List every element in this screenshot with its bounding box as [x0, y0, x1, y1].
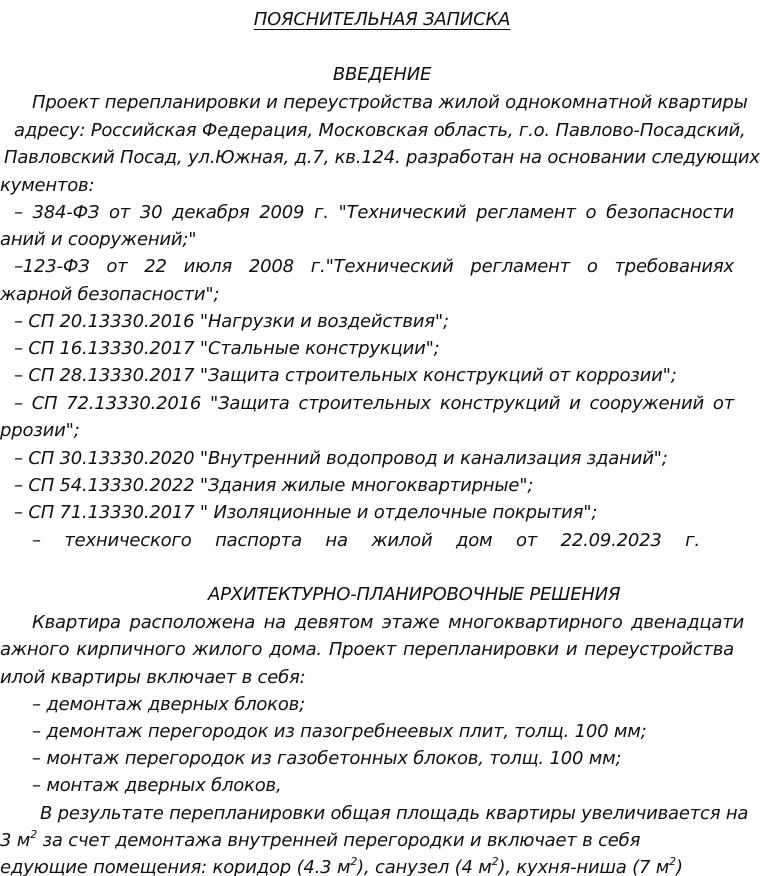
room-corridor-area: (4.3 — [296, 857, 332, 876]
architecture-heading: АРХИТЕКТУРНО-ПЛАНИРОВОЧНЫЕ РЕШЕНИЯ — [208, 584, 621, 605]
architecture-line: ажного кирпичного жилого дома. Проект перепланировки и переустройства — [0, 639, 734, 660]
room-corridor-name: коридор — [212, 857, 292, 876]
architecture-line: – демонтаж дверных блоков; — [32, 694, 305, 715]
area-exponent: 2 — [30, 828, 37, 841]
room-close: ) — [675, 857, 683, 876]
intro-line: – 384-ФЗ от 30 декабря 2009 г. "Технический регламент о безопасности — [14, 202, 734, 223]
room-close: ) — [498, 857, 506, 876]
area-increase-line — [0, 830, 640, 852]
intro-line: аний и сооружений;" — [0, 229, 197, 250]
intro-line: – СП 72.13330.2016 "Защита строительных конструкций и сооружений от — [14, 393, 734, 414]
intro-line: – СП 54.13330.2022 "Здания жилые многоквартирные"; — [14, 475, 534, 496]
intro-line: Павловский Посад, ул.Южная, д.7, кв.124. разработан на основании следующих — [4, 147, 760, 168]
architecture-line: – монтаж перегородок из газобетонных блоков, толщ. 100 мм; — [32, 748, 622, 769]
rooms-line: едующие помещения: коридор (4.3 $м^2$), санузел (4 $м^2$), кухня-ниша (7 $м^2$) — [0, 855, 683, 876]
room-exponent: 2 — [669, 855, 676, 868]
architecture-line: Квартира расположена на девятом этаже многоквартирного двенадцати — [32, 612, 744, 633]
intro-line: кументов: — [0, 175, 95, 196]
area-text: за счет демонтажа внутренней перегородки и включает в себя — [42, 830, 641, 851]
architecture-line: илой квартиры включает в себя: — [0, 667, 306, 688]
room-unit: м — [655, 857, 670, 876]
intro-line: жарной безопасности"; — [0, 284, 220, 305]
room-kitchen-name: кухня-ниша — [516, 857, 627, 876]
area-unit: м — [16, 830, 31, 851]
intro-line: – технического паспорта на жилой дом от 22.09.2023 г. — [32, 530, 700, 551]
intro-line: –123-ФЗ от 22 июля 2008 г."Технический регламент о требованиях — [14, 256, 734, 277]
intro-line: ррозии"; — [0, 420, 80, 441]
room-unit: м — [336, 857, 351, 876]
architecture-line: – демонтаж перегородок из пазогребнеевых плит, толщ. 100 мм; — [32, 721, 647, 742]
room-exponent: 2 — [491, 855, 499, 868]
intro-line: – СП 28.13330.2017 "Защита строительных конструкций от коррозии"; — [14, 365, 677, 386]
intro-line: – СП 16.13330.2017 "Стальные конструкции"; — [14, 338, 440, 359]
document-title: ПОЯСНИТЕЛЬНАЯ ЗАПИСКА — [253, 9, 511, 30]
room-close: ) — [357, 857, 364, 876]
room-exponent: 2 — [350, 855, 358, 868]
intro-line: – СП 20.13330.2016 "Нагрузки и воздействия"; — [14, 311, 449, 332]
intro-line: – СП 30.13330.2020 "Внутренний водопровод и канализация зданий"; — [14, 448, 668, 469]
intro-line: адресу: Российская Федерация, Московская область, г.о. Павлово-Посадский, — [14, 120, 746, 141]
architecture-line: В результате перепланировки общая площадь квартиры увеличивается на — [40, 803, 749, 824]
room-bathroom-name: санузел — [375, 857, 450, 876]
intro-heading: ВВЕДЕНИЕ — [332, 64, 432, 85]
architecture-line: – монтаж дверных блоков, — [32, 775, 282, 796]
intro-line: Проект перепланировки и переустройства жилой однокомнатной квартиры — [32, 92, 748, 113]
area-value: 3 — [0, 830, 12, 851]
room-bathroom-area: (4 — [454, 857, 473, 876]
intro-line: – СП 71.13330.2017 " Изоляционные и отделочные покрытия"; — [14, 502, 598, 523]
room-unit: м — [478, 857, 492, 876]
rooms-lead: едующие помещения: — [0, 857, 207, 876]
room-kitchen-area: (7 — [632, 857, 651, 876]
